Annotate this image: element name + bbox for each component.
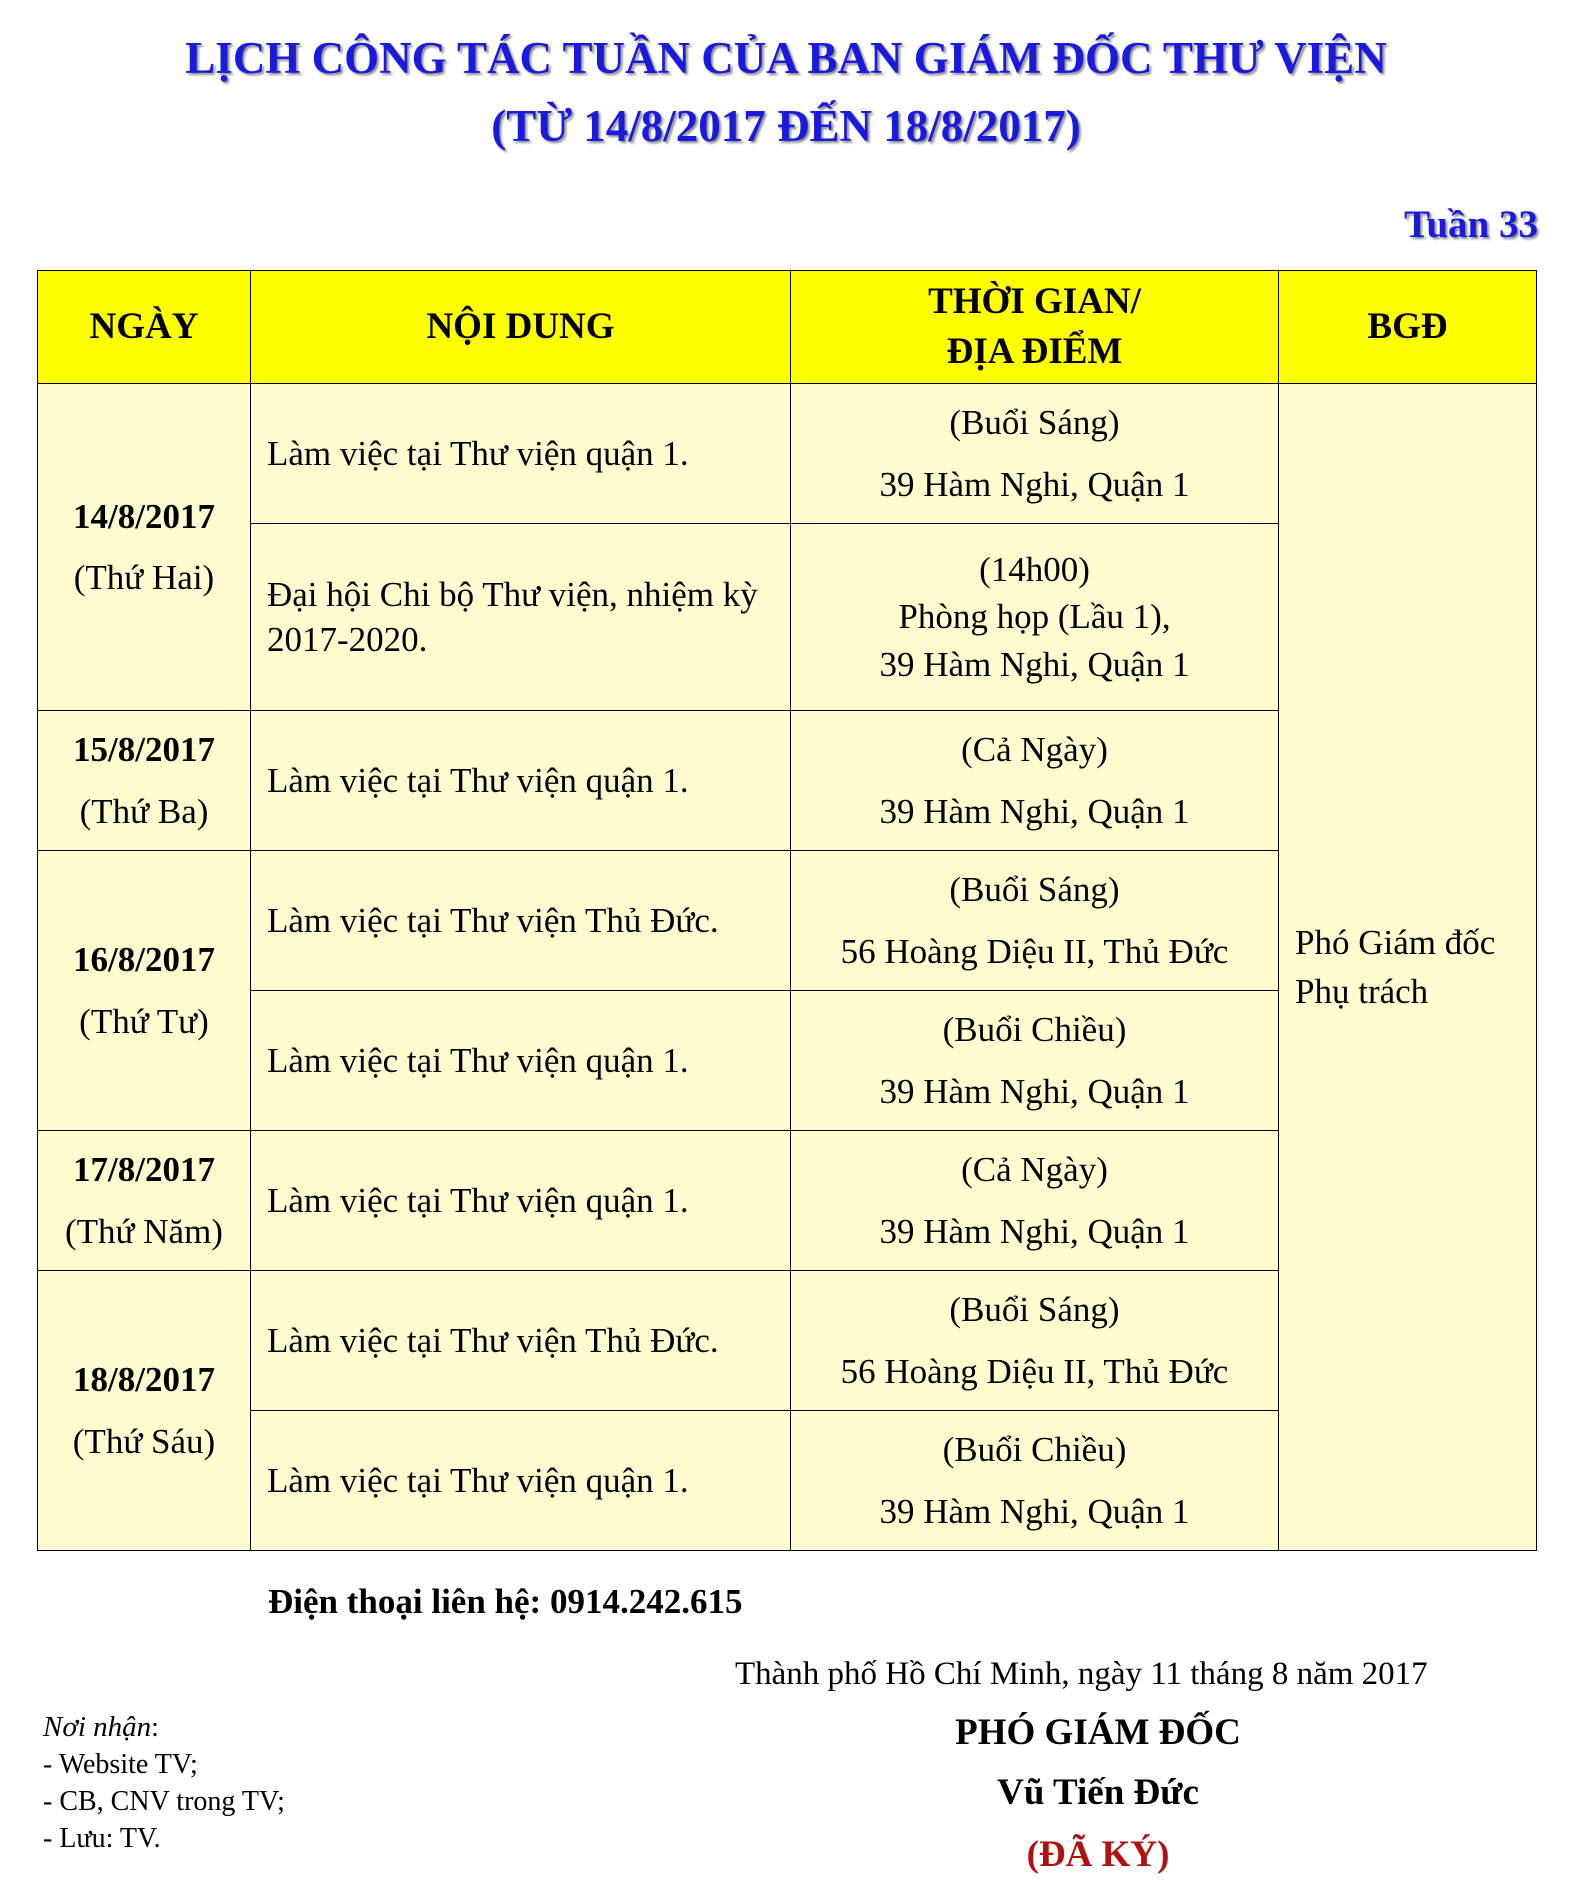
day-cell-monday (38, 384, 251, 711)
place-label: 39 Hàm Nghi, Quận 1 (879, 464, 1190, 504)
time-label: (Cả Ngày) (961, 1150, 1108, 1190)
date-range-subtitle: (TỪ 14/8/2017 ĐẾN 18/8/2017) (491, 101, 1081, 151)
day-weekday: (Thứ Ba) (79, 791, 209, 831)
content-cell: Làm việc tại Thư viện quận 1. (251, 384, 791, 524)
day-cell-tuesday (38, 711, 251, 851)
table-row (38, 384, 1537, 524)
day-date: 17/8/2017 (73, 1150, 215, 1190)
day-weekday: (Thứ Tư) (79, 1001, 209, 1041)
place-label: 39 Hàm Nghi, Quận 1 (879, 1491, 1190, 1531)
place-label: 56 Hoàng Diệu II, Thủ Đức (840, 931, 1229, 971)
recipient-item: - Website TV; (43, 1748, 198, 1780)
time-place-cell (791, 384, 1279, 524)
place-label-line2: 39 Hàm Nghi, Quận 1 (879, 644, 1190, 684)
place-label: 56 Hoàng Diệu II, Thủ Đức (840, 1351, 1229, 1391)
time-label: (Buổi Sáng) (949, 403, 1120, 443)
day-date: 18/8/2017 (73, 1360, 215, 1400)
time-place-cell (791, 1131, 1279, 1271)
day-weekday: (Thứ Hai) (73, 558, 215, 597)
content-cell: Làm việc tại Thư viện quận 1. (251, 1131, 791, 1271)
contact-phone: Điện thoại liên hệ: 0914.242.615 (268, 1582, 743, 1621)
time-label: (Buổi Sáng) (949, 1290, 1120, 1330)
schedule-table (37, 270, 1537, 1551)
header-time-place (791, 271, 1279, 384)
day-date: 14/8/2017 (73, 496, 215, 536)
time-label: (Buổi Chiều) (942, 1430, 1127, 1470)
place-label: Phòng họp (Lầu 1), (898, 597, 1171, 637)
content-cell: Làm việc tại Thư viện quận 1. (251, 1411, 791, 1551)
recipients-block (43, 1708, 285, 1858)
header-place-label: ĐỊA ĐIỂM (946, 331, 1123, 372)
time-place-cell (791, 851, 1279, 991)
signed-status: (ĐÃ KÝ) (1026, 1834, 1170, 1875)
time-place-cell (791, 991, 1279, 1131)
content-cell: Đại hội Chi bộ Thư viện, nhiệm kỳ 2017-2020. (251, 524, 791, 711)
day-cell-friday (38, 1271, 251, 1551)
recipient-item: - Lưu: TV. (43, 1822, 161, 1854)
time-place-cell (791, 1271, 1279, 1411)
signer-name: Vũ Tiến Đức (997, 1772, 1199, 1813)
header-time-label: THỜI GIAN/ (928, 281, 1141, 323)
time-place-cell (791, 1411, 1279, 1551)
day-date: 16/8/2017 (73, 940, 215, 980)
time-label: (Cả Ngày) (961, 730, 1108, 770)
content-cell: Làm việc tại Thư viện quận 1. (251, 991, 791, 1131)
place-and-date: Thành phố Hồ Chí Minh, ngày 11 tháng 8 năm 2017 (735, 1656, 1428, 1692)
content-cell: Làm việc tại Thư viện Thủ Đức. (251, 1271, 791, 1411)
header-bgd: BGĐ (1279, 271, 1537, 384)
day-cell-wednesday (38, 851, 251, 1131)
document-title: LỊCH CÔNG TÁC TUẦN CỦA BAN GIÁM ĐỐC THƯ VIỆN (185, 33, 1387, 83)
week-number: Tuần 33 (1403, 203, 1538, 246)
day-cell-thursday (38, 1131, 251, 1271)
time-label: (Buổi Chiều) (942, 1010, 1127, 1050)
header-content: NỘI DUNG (251, 271, 791, 384)
header-day: NGÀY (38, 271, 251, 384)
day-weekday: (Thứ Năm) (65, 1211, 223, 1251)
recipients-title: Nơi nhận: (43, 1711, 159, 1743)
time-label: (14h00) (979, 550, 1090, 590)
place-label: 39 Hàm Nghi, Quận 1 (879, 1071, 1190, 1111)
content-cell: Làm việc tại Thư viện Thủ Đức. (251, 851, 791, 991)
bgd-role: Phó Giám đốc (1295, 923, 1496, 962)
recipient-item: - CB, CNV trong TV; (43, 1785, 285, 1817)
bgd-cell (1279, 384, 1537, 1551)
table-header-row (38, 271, 1537, 384)
content-cell: Làm việc tại Thư viện quận 1. (251, 711, 791, 851)
time-label: (Buổi Sáng) (949, 870, 1120, 910)
day-date: 15/8/2017 (73, 730, 215, 770)
time-place-cell (791, 524, 1279, 711)
day-weekday: (Thứ Sáu) (72, 1421, 216, 1461)
place-label: 39 Hàm Nghi, Quận 1 (879, 1211, 1190, 1251)
bgd-responsibility: Phụ trách (1295, 972, 1429, 1011)
signer-role: PHÓ GIÁM ĐỐC (955, 1712, 1241, 1753)
time-place-cell (791, 711, 1279, 851)
place-label: 39 Hàm Nghi, Quận 1 (879, 791, 1190, 831)
